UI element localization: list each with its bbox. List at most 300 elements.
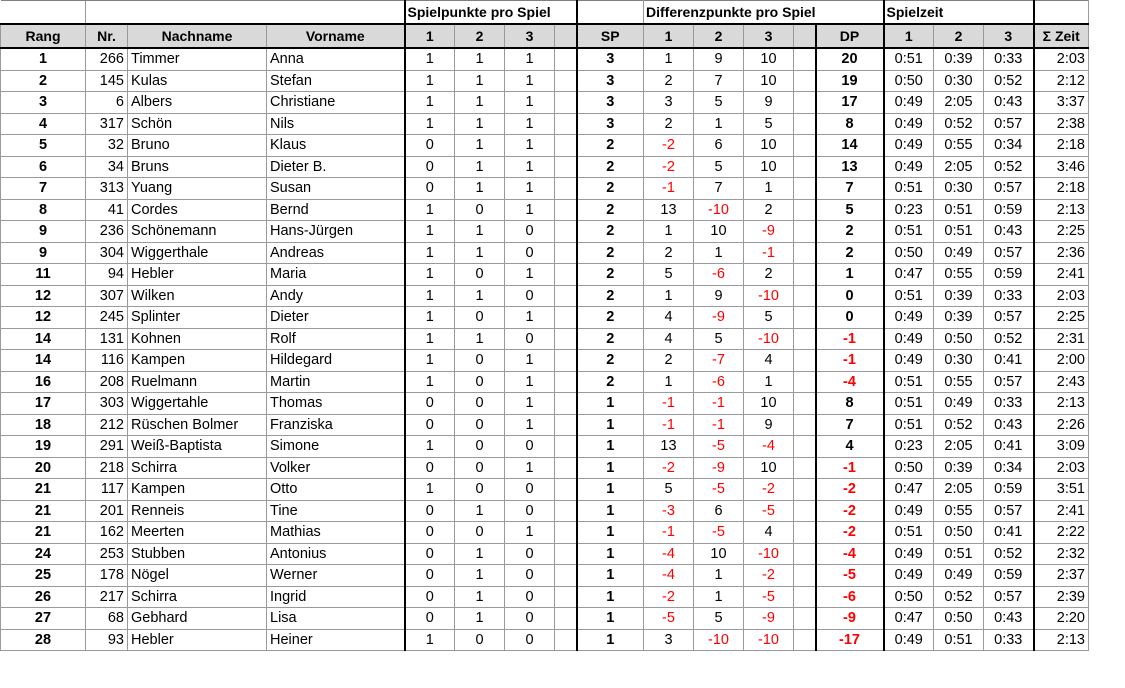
gap-cell [794,199,816,221]
diff-1-cell: 5 [644,264,694,286]
zeit-2-cell: 0:52 [934,586,984,608]
zeit-1-cell: 0:50 [884,242,934,264]
spielpunkt-2-cell: 0 [455,350,505,372]
zeit-2-cell: 0:51 [934,221,984,243]
zeit-3-cell: 0:59 [984,264,1034,286]
diff-3-cell: -4 [744,436,794,458]
summe-zeit-cell: 2:00 [1034,350,1089,372]
gap-cell [794,135,816,157]
diff-1-cell: 2 [644,350,694,372]
spielpunkt-3-cell: 1 [505,70,555,92]
gap-cell [794,586,816,608]
spielpunkt-2-cell: 1 [455,178,505,200]
zeit-1-cell: 0:50 [884,70,934,92]
spielpunkt-1-cell: 0 [405,565,455,587]
zeit-3-cell: 0:57 [984,178,1034,200]
zeit-2-cell: 0:39 [934,307,984,329]
gap-cell [794,285,816,307]
spielpunkt-3-cell: 1 [505,414,555,436]
dp-cell: 2 [816,221,884,243]
spielpunkt-2-cell: 0 [455,393,505,415]
dp-cell: -1 [816,457,884,479]
diff-1-cell: -4 [644,543,694,565]
header-nachname: Nachname [128,24,267,48]
diff-2-cell: -10 [694,629,744,651]
nachname-cell: Bruns [128,156,267,178]
gap-cell [555,199,577,221]
nachname-cell: Kulas [128,70,267,92]
rang-cell: 14 [1,328,86,350]
diff-3-cell: 9 [744,414,794,436]
zeit-1-cell: 0:49 [884,307,934,329]
diff-1-cell: -4 [644,565,694,587]
gap-cell [555,543,577,565]
rang-cell: 26 [1,586,86,608]
zeit-3-cell: 0:52 [984,328,1034,350]
gap-cell [555,70,577,92]
zeit-3-cell: 0:59 [984,565,1034,587]
spielpunkt-2-cell: 1 [455,242,505,264]
dp-cell: -4 [816,543,884,565]
vorname-cell: Thomas [267,393,405,415]
sp-cell: 2 [577,221,644,243]
table-row [1,586,1089,608]
summe-zeit-cell: 2:43 [1034,371,1089,393]
rang-cell: 7 [1,178,86,200]
gap-cell [555,500,577,522]
gap-cell [794,113,816,135]
diff-1-cell: 1 [644,221,694,243]
rang-cell: 2 [1,70,86,92]
summe-zeit-cell: 2:41 [1034,264,1089,286]
rang-cell: 9 [1,242,86,264]
rang-cell: 17 [1,393,86,415]
zeit-1-cell: 0:51 [884,522,934,544]
nachname-cell: Weiß-Baptista [128,436,267,458]
spielpunkt-3-cell: 0 [505,242,555,264]
nachname-cell: Schirra [128,586,267,608]
rang-cell: 21 [1,479,86,501]
nr-cell: 245 [86,307,128,329]
summe-zeit-cell: 2:26 [1034,414,1089,436]
vorname-cell: Lisa [267,608,405,630]
dp-cell: 19 [816,70,884,92]
diff-1-cell: -1 [644,414,694,436]
dp-cell: -4 [816,371,884,393]
gap-cell [794,393,816,415]
spielpunkt-3-cell: 1 [505,92,555,114]
header-dp: DP [816,24,884,48]
table-row [1,608,1089,630]
table-row [1,414,1089,436]
vorname-cell: Maria [267,264,405,286]
nachname-cell: Schön [128,113,267,135]
nachname-cell: Ruelmann [128,371,267,393]
zeit-2-cell: 0:49 [934,242,984,264]
table-row [1,522,1089,544]
diff-2-cell: 1 [694,586,744,608]
gap-cell [794,629,816,651]
diff-3-cell: 4 [744,350,794,372]
vorname-cell: Dieter B. [267,156,405,178]
zeit-1-cell: 0:51 [884,221,934,243]
sp-cell: 1 [577,522,644,544]
sp-cell: 1 [577,479,644,501]
table-row [1,565,1089,587]
table-row [1,629,1089,651]
spielpunkt-3-cell: 0 [505,543,555,565]
nr-cell: 131 [86,328,128,350]
diff-1-cell: 1 [644,371,694,393]
zeit-1-cell: 0:47 [884,264,934,286]
diff-2-cell: 7 [694,70,744,92]
nachname-cell: Meerten [128,522,267,544]
zeit-2-cell: 0:52 [934,113,984,135]
diff-3-cell: -9 [744,221,794,243]
spielpunkt-2-cell: 1 [455,608,505,630]
vorname-cell: Susan [267,178,405,200]
nachname-cell: Schönemann [128,221,267,243]
diff-2-cell: 7 [694,178,744,200]
gap-cell [794,264,816,286]
vorname-cell: Ingrid [267,586,405,608]
dp-cell: -1 [816,350,884,372]
spielpunkt-2-cell: 0 [455,307,505,329]
nachname-cell: Gebhard [128,608,267,630]
nr-cell: 93 [86,629,128,651]
summe-zeit-cell: 2:39 [1034,586,1089,608]
zeit-2-cell: 0:39 [934,285,984,307]
spielpunkt-2-cell: 0 [455,629,505,651]
group-spacer [1,1,86,25]
zeit-2-cell: 0:49 [934,393,984,415]
spielpunkt-1-cell: 0 [405,586,455,608]
nr-cell: 68 [86,608,128,630]
spielpunkt-1-cell: 0 [405,178,455,200]
rang-cell: 14 [1,350,86,372]
gap-cell [794,48,816,70]
spielpunkt-1-cell: 1 [405,479,455,501]
spielpunkt-3-cell: 0 [505,479,555,501]
dp-cell: 8 [816,393,884,415]
spielpunkt-3-cell: 1 [505,48,555,70]
diff-3-cell: 10 [744,457,794,479]
diff-3-cell: 9 [744,92,794,114]
spielpunkt-3-cell: 0 [505,565,555,587]
gap-cell [794,500,816,522]
table-row [1,113,1089,135]
zeit-3-cell: 0:59 [984,479,1034,501]
rang-cell: 28 [1,629,86,651]
gap-cell [555,629,577,651]
spielpunkt-3-cell: 1 [505,393,555,415]
diff-2-cell: -9 [694,457,744,479]
diff-1-cell: 1 [644,48,694,70]
diff-2-cell: -9 [694,307,744,329]
diff-1-cell: 1 [644,285,694,307]
gap-cell [555,48,577,70]
diff-1-cell: 4 [644,307,694,329]
zeit-2-cell: 0:30 [934,350,984,372]
diff-3-cell: -9 [744,608,794,630]
diff-1-cell: -3 [644,500,694,522]
dp-cell: -17 [816,629,884,651]
dp-cell: -1 [816,328,884,350]
nachname-cell: Schirra [128,457,267,479]
summe-zeit-cell: 3:51 [1034,479,1089,501]
diff-3-cell: 5 [744,113,794,135]
nr-cell: 313 [86,178,128,200]
table-row [1,70,1089,92]
nr-cell: 6 [86,92,128,114]
nr-cell: 217 [86,586,128,608]
sp-cell: 2 [577,242,644,264]
nr-cell: 307 [86,285,128,307]
sp-cell: 2 [577,178,644,200]
spielpunkt-2-cell: 0 [455,199,505,221]
spielpunkt-3-cell: 0 [505,285,555,307]
nr-cell: 178 [86,565,128,587]
table-row [1,199,1089,221]
rang-cell: 4 [1,113,86,135]
zeit-3-cell: 0:52 [984,543,1034,565]
spielpunkt-3-cell: 0 [505,500,555,522]
zeit-2-cell: 0:50 [934,328,984,350]
zeit-1-cell: 0:47 [884,479,934,501]
zeit-1-cell: 0:51 [884,371,934,393]
dp-cell: -2 [816,522,884,544]
vorname-cell: Christiane [267,92,405,114]
table-row [1,500,1089,522]
diff-2-cell: 5 [694,92,744,114]
rang-cell: 19 [1,436,86,458]
gap-cell [555,608,577,630]
dp-cell: -6 [816,586,884,608]
summe-zeit-cell: 3:46 [1034,156,1089,178]
diff-1-cell: -1 [644,522,694,544]
dp-cell: 17 [816,92,884,114]
summe-zeit-cell: 3:09 [1034,436,1089,458]
spielpunkt-3-cell: 1 [505,350,555,372]
nr-cell: 266 [86,48,128,70]
diff-2-cell: 5 [694,156,744,178]
dp-cell: 4 [816,436,884,458]
gap-cell [555,522,577,544]
rang-cell: 20 [1,457,86,479]
summe-zeit-cell: 2:37 [1034,565,1089,587]
diff-1-cell: 2 [644,242,694,264]
vorname-cell: Stefan [267,70,405,92]
gap-cell [555,178,577,200]
spielpunkt-3-cell: 1 [505,178,555,200]
spielpunkt-1-cell: 0 [405,543,455,565]
gap-cell [794,414,816,436]
header-zeit1: 1 [884,24,934,48]
nr-cell: 317 [86,113,128,135]
zeit-1-cell: 0:49 [884,156,934,178]
gap-cell [555,264,577,286]
diff-3-cell: 10 [744,393,794,415]
zeit-1-cell: 0:49 [884,543,934,565]
gap-cell [555,328,577,350]
nr-cell: 41 [86,199,128,221]
nr-cell: 201 [86,500,128,522]
table-row [1,543,1089,565]
vorname-cell: Hildegard [267,350,405,372]
gap-cell [555,350,577,372]
zeit-3-cell: 0:43 [984,608,1034,630]
gap-cell [794,307,816,329]
rang-cell: 12 [1,285,86,307]
spielpunkt-1-cell: 1 [405,629,455,651]
diff-2-cell: -6 [694,264,744,286]
spielpunkt-3-cell: 1 [505,522,555,544]
summe-zeit-cell: 2:22 [1034,522,1089,544]
dp-cell: 20 [816,48,884,70]
header-spiel1: 1 [405,24,455,48]
gap-cell [555,156,577,178]
rang-cell: 5 [1,135,86,157]
spielpunkt-1-cell: 0 [405,500,455,522]
spielpunkt-3-cell: 1 [505,371,555,393]
table-row [1,285,1089,307]
spielpunkt-1-cell: 1 [405,113,455,135]
diff-1-cell: 5 [644,479,694,501]
rang-cell: 8 [1,199,86,221]
spielpunkt-1-cell: 1 [405,328,455,350]
header-sp: SP [577,24,644,48]
spielpunkt-1-cell: 1 [405,199,455,221]
diff-3-cell: 2 [744,199,794,221]
zeit-3-cell: 0:57 [984,113,1034,135]
diff-3-cell: 4 [744,522,794,544]
table-row [1,307,1089,329]
diff-2-cell: 10 [694,221,744,243]
dp-cell: -2 [816,500,884,522]
spielpunkt-1-cell: 0 [405,393,455,415]
zeit-3-cell: 0:52 [984,156,1034,178]
vorname-cell: Heiner [267,629,405,651]
header-spiel3: 3 [505,24,555,48]
spielpunkt-1-cell: 1 [405,48,455,70]
gap-cell [555,221,577,243]
diff-3-cell: -2 [744,565,794,587]
gap-cell [555,436,577,458]
spielpunkt-1-cell: 0 [405,608,455,630]
zeit-1-cell: 0:51 [884,285,934,307]
zeit-2-cell: 0:55 [934,135,984,157]
spielpunkt-2-cell: 1 [455,156,505,178]
sp-cell: 1 [577,543,644,565]
rang-cell: 6 [1,156,86,178]
header-nr: Nr. [86,24,128,48]
summe-zeit-cell: 2:18 [1034,135,1089,157]
spielpunkt-2-cell: 0 [455,371,505,393]
diff-2-cell: 1 [694,113,744,135]
zeit-1-cell: 0:51 [884,393,934,415]
sp-cell: 1 [577,629,644,651]
rang-cell: 27 [1,608,86,630]
gap-cell [794,70,816,92]
spielpunkt-3-cell: 0 [505,221,555,243]
diff-3-cell: -2 [744,479,794,501]
table-row [1,479,1089,501]
header-rang: Rang [1,24,86,48]
zeit-3-cell: 0:33 [984,393,1034,415]
nachname-cell: Stubben [128,543,267,565]
vorname-cell: Nils [267,113,405,135]
diff-2-cell: -6 [694,371,744,393]
diff-2-cell: -5 [694,479,744,501]
header-gap-2 [794,24,816,48]
spielpunkt-2-cell: 1 [455,113,505,135]
gap-cell [794,350,816,372]
spielpunkt-3-cell: 0 [505,436,555,458]
vorname-cell: Klaus [267,135,405,157]
group-spielzeit: Spielzeit [884,1,1034,25]
spielpunkt-1-cell: 0 [405,414,455,436]
diff-3-cell: -10 [744,629,794,651]
table-row [1,48,1089,70]
zeit-3-cell: 0:33 [984,285,1034,307]
zeit-2-cell: 0:52 [934,414,984,436]
zeit-3-cell: 0:57 [984,586,1034,608]
table-row [1,371,1089,393]
diff-1-cell: 13 [644,199,694,221]
header-zeit3: 3 [984,24,1034,48]
diff-2-cell: -10 [694,199,744,221]
vorname-cell: Andy [267,285,405,307]
spielpunkt-1-cell: 1 [405,221,455,243]
vorname-cell: Antonius [267,543,405,565]
gap-cell [794,565,816,587]
sp-cell: 3 [577,48,644,70]
nachname-cell: Kampen [128,479,267,501]
dp-cell: 7 [816,178,884,200]
zeit-2-cell: 0:50 [934,522,984,544]
nachname-cell: Albers [128,92,267,114]
spielpunkt-1-cell: 1 [405,307,455,329]
sp-cell: 3 [577,92,644,114]
nachname-cell: Rüschen Bolmer [128,414,267,436]
diff-1-cell: 4 [644,328,694,350]
zeit-2-cell: 2:05 [934,479,984,501]
table-row [1,135,1089,157]
table-row [1,242,1089,264]
sp-cell: 2 [577,135,644,157]
vorname-cell: Hans-Jürgen [267,221,405,243]
summe-zeit-cell: 2:03 [1034,285,1089,307]
vorname-cell: Andreas [267,242,405,264]
diff-2-cell: -7 [694,350,744,372]
nachname-cell: Renneis [128,500,267,522]
rang-cell: 21 [1,500,86,522]
gap-cell [794,522,816,544]
gap-cell [555,92,577,114]
zeit-2-cell: 2:05 [934,92,984,114]
sp-cell: 1 [577,586,644,608]
nr-cell: 32 [86,135,128,157]
vorname-cell: Werner [267,565,405,587]
diff-1-cell: -5 [644,608,694,630]
sp-cell: 2 [577,285,644,307]
diff-2-cell: 6 [694,135,744,157]
nachname-cell: Cordes [128,199,267,221]
spielpunkt-1-cell: 1 [405,70,455,92]
gap-cell [794,457,816,479]
nachname-cell: Yuang [128,178,267,200]
diff-2-cell: 5 [694,328,744,350]
